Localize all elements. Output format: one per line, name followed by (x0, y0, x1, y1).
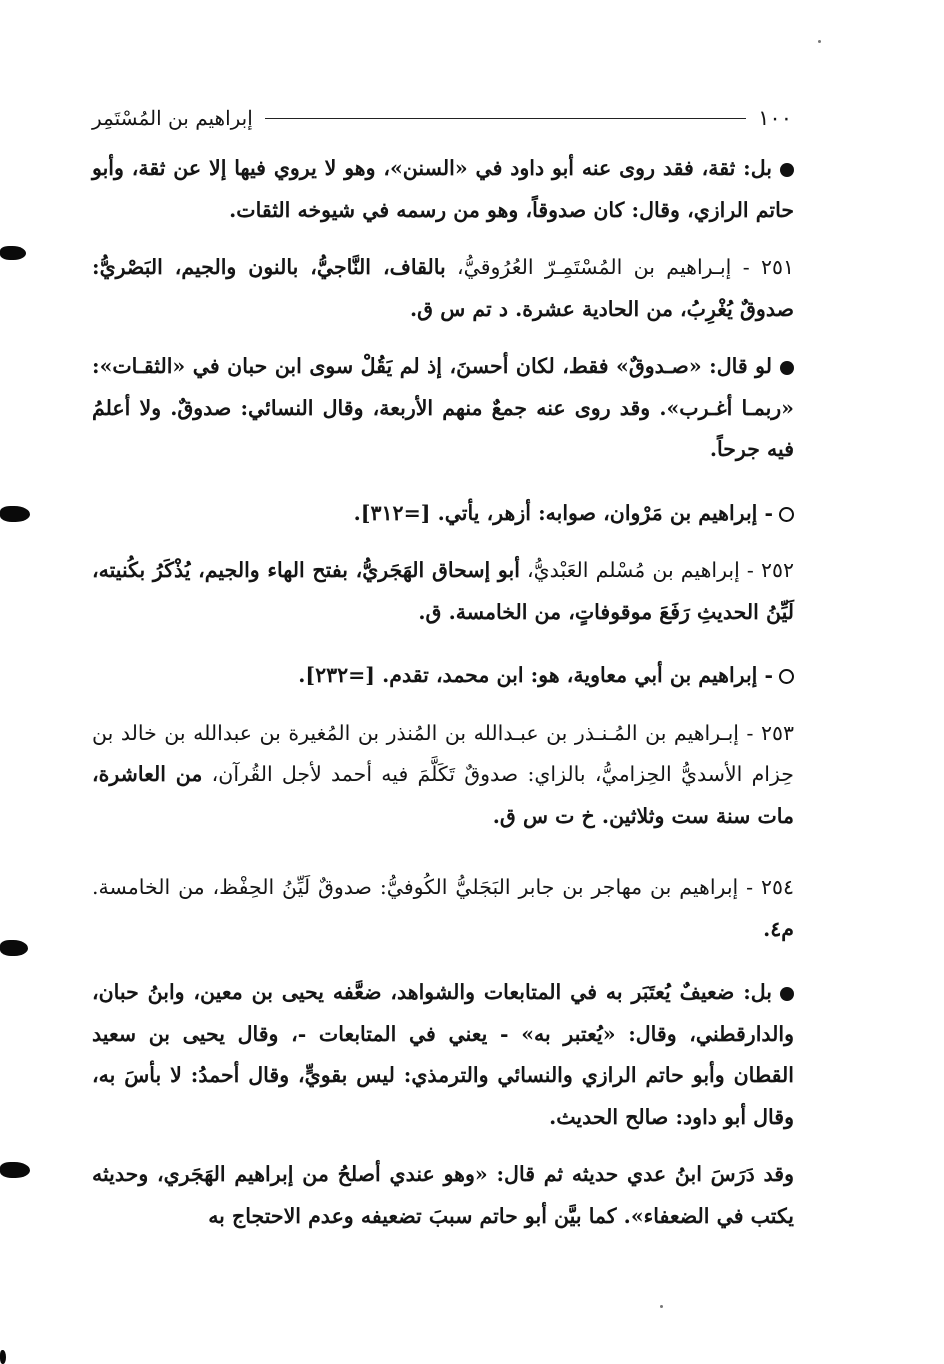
running-title: إبراهيم بن المُسْتَمِر (92, 106, 253, 130)
entry-body: م٤. (763, 916, 794, 941)
entry-heading: ٢٥١ - إبـراهيم بن المُسْتَمِـرّ العُرُوقيُّ، (445, 255, 795, 279)
scan-margin-mark (0, 940, 28, 956)
entry-body: من العاشرة، مات سنة ست وثلاثين. خ ت س ق. (92, 762, 794, 828)
entry-251 (92, 247, 794, 330)
bullet-icon (780, 361, 794, 375)
cross-reference: - إبراهيم بن مَرْوان، صوابه: أزهر، يأتي. [=٣١٢]. (92, 493, 794, 535)
scan-margin-mark (0, 1350, 6, 1364)
scan-speck (660, 1305, 663, 1308)
entry-body: أبو إسحاق الهَجَريُّ، بفتح الهاء والجيم، يُذْكَرُ بكُنيته، لَيِّنُ الحديثِ رَفَعَ موقوفاتٍ، من الخامسة. ق. (92, 558, 794, 624)
open-circle-icon (779, 669, 794, 684)
entry-heading: ٢٥٢ - إبراهيم بن مُسْلم العَبْديُّ، (519, 558, 794, 582)
scan-margin-mark (0, 246, 26, 260)
header-rule (265, 118, 746, 119)
scan-speck (818, 40, 821, 43)
entry-254 (92, 867, 794, 950)
bullet-icon (780, 987, 794, 1001)
comment-paragraph: بل: ضعيفٌ يُعتَبَر به في المتابعات والشواهد، ضعَّفه يحيى بن معين، وابنُ حبان، والدارقطني، وقال: «يُعتبر به» - يعني في المتابعات -، وقال يحيى بن سعيد القطان وأبو حاتم الرازي والنسائي والترمذي: ليس بقويٍّ، وقال أحمدُ: لا بأسَ به، وقال أبو داود: صالح الحديث. (92, 980, 794, 1129)
open-circle-icon (779, 507, 794, 522)
entry-heading: ٢٥٣ - إبـراهيم بن المُـنـذر بن عبـدالله بن المُنذر بن المُغيرة بن عبدالله بن خالد بن حِزام الأسديُّ الحِزاميُّ، بالزاي: صدوقٌ تَكَلَّمَ فيه أحمد لأجل القُرآن، (92, 720, 794, 786)
page-number: ١٠٠ (758, 106, 792, 130)
running-header (92, 100, 792, 136)
comment-paragraph: لو قال: «صـدوقٌ» فقط، لكان أحسنَ، إذ لم يَقُلْ سوى ابن حبان في «الثقـات»: «ربمـا أغـرب». وقد روى عنه جمعٌ منهم الأربعة، وقال النسائي: صدوقٌ. ولا أعلمُ فيه جرحاً. (92, 354, 794, 461)
entry-heading: ٢٥٤ - إبراهيم بن مهاجر بن جابر البَجَليُّ الكُوفيُّ: صدوقٌ لَيِّنُ الحِفْظ، من الخامسة. (92, 875, 794, 899)
scan-margin-mark (0, 506, 30, 522)
entry-252 (92, 550, 794, 633)
entry-body: بالقاف، النَّاجيُّ، بالنون والجيم، البَصْريُّ: صدوقٌ يُغْرِبُ، من الحادية عشرة. د تم س ق. (92, 255, 794, 321)
bullet-icon (780, 163, 794, 177)
cross-reference: - إبراهيم بن أبي معاوية، هو: ابن محمد، تقدم. [=٢٣٢]. (92, 655, 794, 697)
comment-paragraph: بل: ثقة، فقد روى عنه أبو داود في «السنن»، وهو لا يروي فيها إلا عن ثقة، وأبو حاتم الرازي، وقال: كان صدوقاً، وهو من رسمه في شيوخه الثقات. (92, 156, 794, 222)
scan-margin-mark (0, 1162, 30, 1178)
entry-253 (92, 713, 794, 838)
page-body (92, 148, 794, 1237)
continuation-paragraph: وقد دَرَسَ ابنُ عدي حديثه ثم قال: «وهو عندي أصلحُ من إبراهيم الهَجَري، وحديثه يكتب في الضعفاء». كما بيَّن أبو حاتم سببَ تضعيفه وعدم الاحتجاج به (92, 1162, 794, 1228)
